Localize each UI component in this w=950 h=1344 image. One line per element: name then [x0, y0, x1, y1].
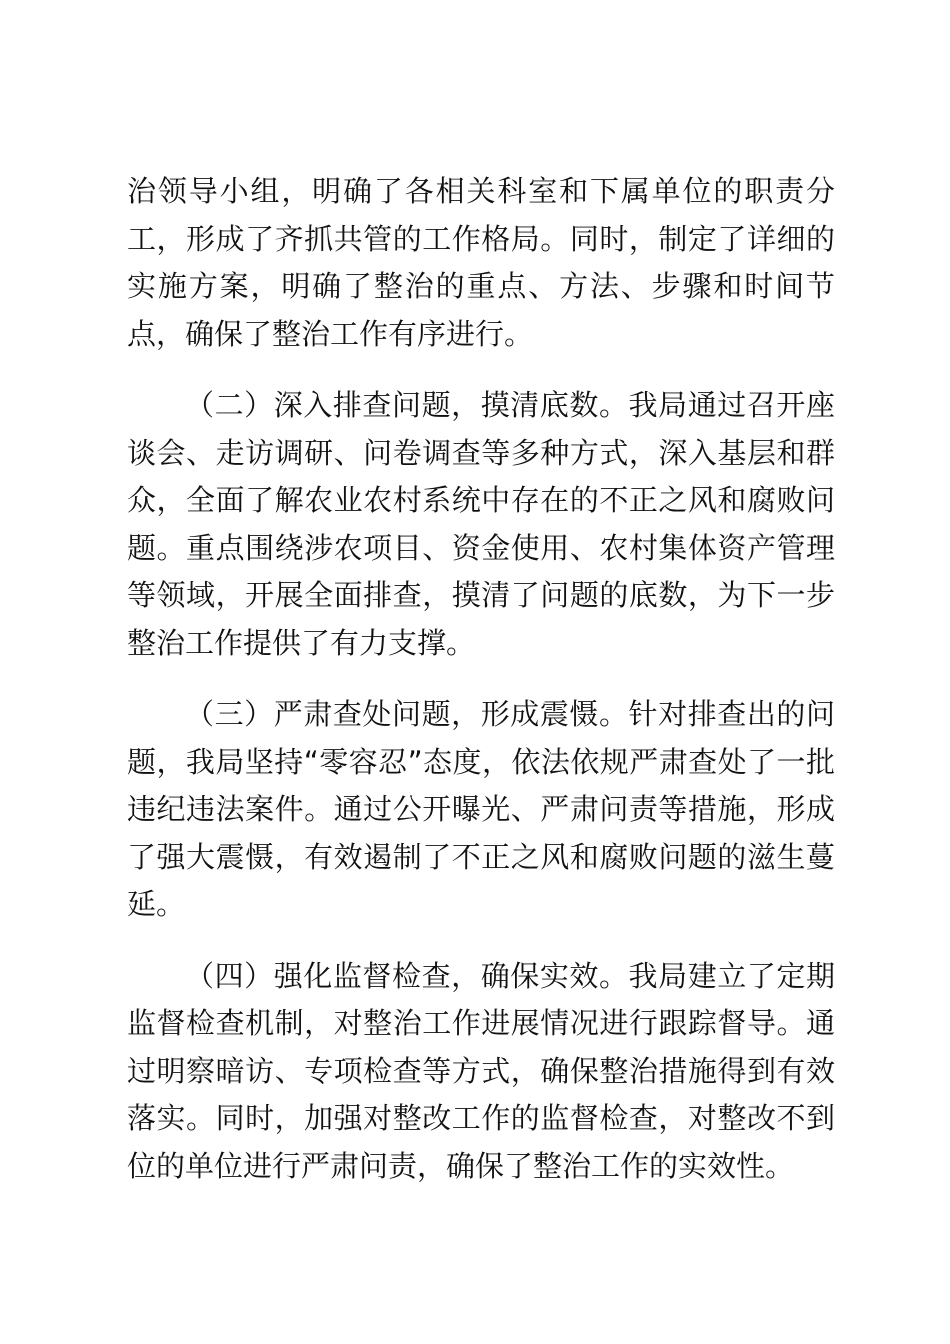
paragraph-section-3: （三）严肃查处问题，形成震慑。针对排查出的问题，我局坚持“零容忍”态度，依法依规严肃查处了一批违纪违法案件。通过公开曝光、严肃问责等措施，形成了强大震慑，有效遏制了不正之风和腐败问题的滋生蔓延。 — [127, 697, 835, 921]
document-body — [127, 168, 835, 1214]
paragraph-continued: 治领导小组，明确了各相关科室和下属单位的职责分工，形成了齐抓共管的工作格局。同时，制定了详细的实施方案，明确了整治的重点、方法、步骤和时间节点，确保了整治工作有序进行。 — [127, 174, 835, 351]
paragraph-section-2: （二）深入排查问题，摸清底数。我局通过召开座谈会、走访调研、问卷调查等多种方式，深入基层和群众，全面了解农业农村系统中存在的不正之风和腐败问题。重点围绕涉农项目、资金使用、农村集体资产管理等领域，开展全面排查，摸清了问题的底数，为下一步整治工作提供了有力支撑。 — [127, 388, 835, 660]
paragraph-section-4: （四）强化监督检查，确保实效。我局建立了定期监督检查机制，对整治工作进展情况进行跟踪督导。通过明察暗访、专项检查等方式，确保整治措施得到有效落实。同时，加强对整改工作的监督检查，对整改不到位的单位进行严肃问责，确保了整治工作的实效性。 — [127, 958, 835, 1183]
